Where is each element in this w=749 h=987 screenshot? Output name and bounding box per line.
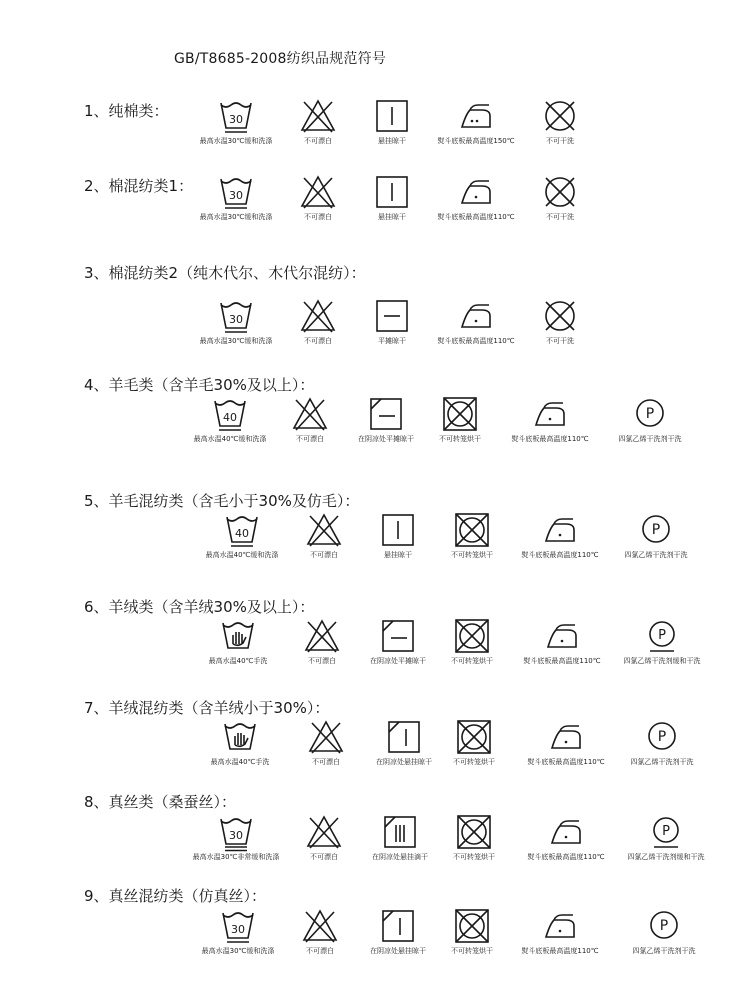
- care-symbol: [602, 616, 722, 666]
- care-symbol-caption: 不可转笼烘干: [439, 435, 481, 443]
- care-symbol-caption: 在阴凉处悬挂晾干: [376, 758, 432, 766]
- wash-30-icon: [216, 296, 256, 336]
- no-dry-clean-icon: [540, 296, 580, 336]
- care-symbol-caption: 不可漂白: [304, 337, 332, 345]
- care-symbol-caption: 不可干洗: [546, 213, 574, 221]
- care-symbol: [606, 812, 726, 862]
- svg-text:P: P: [662, 824, 670, 839]
- care-symbol-caption: 不可转笼烘干: [453, 853, 495, 861]
- care-symbol-caption: 熨斗底板最高温度110℃: [521, 551, 599, 559]
- care-symbol: [500, 296, 620, 346]
- care-symbol-caption: 熨斗底板最高温度110℃: [523, 657, 601, 665]
- care-symbol-caption: 不可转笼烘干: [453, 758, 495, 766]
- iron-110-icon: [540, 906, 580, 946]
- care-symbol-caption: 不可漂白: [310, 853, 338, 861]
- iron-110-icon: [456, 172, 496, 212]
- care-symbol-caption: 不可漂白: [308, 657, 336, 665]
- care-symbol-caption: 不可漂白: [306, 947, 334, 955]
- flat-dry-icon: [372, 296, 412, 336]
- no-tumble-dry-icon: [452, 616, 492, 656]
- category-label: 3、棉混纺类2（纯木代尔、木代尔混纺）：: [84, 264, 366, 282]
- dry-clean-p-icon: [630, 394, 670, 434]
- care-symbol-caption: 四氯乙烯干洗剂缓和干洗: [627, 853, 705, 861]
- care-symbol-caption: 悬挂晾干: [378, 137, 406, 145]
- care-symbol-caption: 最高水温30℃非常缓和洗涤: [192, 853, 280, 861]
- care-symbol: [604, 906, 724, 956]
- iron-110-icon: [546, 812, 586, 852]
- dry-clean-p-icon: [642, 717, 682, 757]
- care-symbol: [500, 906, 620, 956]
- care-symbol-caption: 熨斗底板最高温度110℃: [527, 758, 605, 766]
- no-bleach-icon: [306, 717, 346, 757]
- category-label: 7、羊绒混纺类（含羊绒小于30%）：: [84, 699, 330, 717]
- dry-clean-p-icon: [644, 906, 684, 946]
- care-symbol-caption: 最高水温30℃缓和洗涤: [199, 213, 273, 221]
- care-symbol-caption: 四氯乙烯干洗剂缓和干洗: [623, 657, 701, 665]
- wash-30-icon: [216, 96, 256, 136]
- no-dry-clean-icon: [540, 172, 580, 212]
- category-label: 6、羊绒类（含羊绒30%及以上）：: [84, 598, 315, 616]
- line-dry-icon: [372, 172, 412, 212]
- category-label: 4、羊毛类（含羊毛30%及以上）：: [84, 376, 315, 394]
- category-label: 5、羊毛混纺类（含毛小于30%及仿毛）：: [84, 492, 360, 510]
- care-symbol-caption: 熨斗底板最高温度110℃: [511, 435, 589, 443]
- care-symbol-caption: 熨斗底板最高温度110℃: [437, 337, 515, 345]
- wash-30-icon: [216, 172, 256, 212]
- care-symbol-caption: 不可转笼烘干: [451, 551, 493, 559]
- care-symbol-caption: 在阴凉处平摊晾干: [370, 657, 426, 665]
- care-symbol-caption: 不可漂白: [296, 435, 324, 443]
- care-symbol-caption: 四氯乙烯干洗剂干洗: [632, 947, 696, 955]
- dry-clean-p-gentle-icon: [646, 812, 686, 852]
- care-symbol: [590, 394, 710, 444]
- care-symbol-caption: 在阴凉处悬挂晾干: [370, 947, 426, 955]
- category-label: 8、真丝类（桑蚕丝）：: [84, 793, 237, 811]
- iron-110-icon: [456, 296, 496, 336]
- category-label: 9、真丝混纺类（仿真丝）：: [84, 887, 267, 905]
- line-dry-icon: [372, 96, 412, 136]
- care-symbol-caption: 最高水温30℃缓和洗涤: [199, 337, 273, 345]
- iron-110-icon: [530, 394, 570, 434]
- care-symbol-caption: 最高水温30℃缓和洗涤: [199, 137, 273, 145]
- care-symbol-caption: 不可转笼烘干: [451, 947, 493, 955]
- care-symbol-caption: 四氯乙烯干洗剂干洗: [630, 758, 694, 766]
- category-label: 1、纯棉类：: [84, 102, 169, 120]
- iron-110-icon: [540, 510, 580, 550]
- no-bleach-icon: [304, 812, 344, 852]
- care-symbol-caption: 熨斗底板最高温度110℃: [521, 947, 599, 955]
- dry-clean-p-gentle-icon: [642, 616, 682, 656]
- care-symbol-caption: 不可漂白: [304, 213, 332, 221]
- care-symbol-caption: 最高水温30℃缓和洗涤: [201, 947, 275, 955]
- svg-text:30: 30: [229, 113, 243, 126]
- svg-text:40: 40: [223, 411, 237, 424]
- svg-text:P: P: [658, 628, 666, 643]
- care-symbol-caption: 悬挂晾干: [378, 213, 406, 221]
- page-title: GB/T8685-2008纺织品规范符号: [174, 51, 387, 67]
- care-symbol: [596, 510, 716, 560]
- no-dry-clean-icon: [540, 96, 580, 136]
- care-symbol-caption: 最高水温40℃手洗: [210, 758, 270, 766]
- no-bleach-icon: [300, 906, 340, 946]
- iron-150-icon: [456, 96, 496, 136]
- hand-wash-icon: [218, 616, 258, 656]
- care-symbol: [500, 172, 620, 222]
- care-symbol-caption: 最高水温40℃缓和洗涤: [193, 435, 267, 443]
- care-symbol-caption: 熨斗底板最高温度110℃: [527, 853, 605, 861]
- care-symbol-caption: 最高水温40℃手洗: [208, 657, 268, 665]
- svg-text:P: P: [651, 522, 661, 538]
- wash-40-icon: [222, 510, 262, 550]
- care-symbol-caption: 悬挂晾干: [384, 551, 412, 559]
- dry-clean-p-icon: [636, 510, 676, 550]
- svg-text:40: 40: [235, 527, 249, 540]
- no-tumble-dry-icon: [454, 717, 494, 757]
- category-label: 2、棉混纺类1：: [84, 177, 194, 195]
- care-symbol-caption: 在阴凉处悬挂滴干: [372, 853, 428, 861]
- care-symbol-caption: 四氯乙烯干洗剂干洗: [624, 551, 688, 559]
- care-symbol-caption: 熨斗底板最高温度110℃: [437, 213, 515, 221]
- care-symbol-caption: 不可漂白: [310, 551, 338, 559]
- no-tumble-dry-icon: [454, 812, 494, 852]
- no-tumble-dry-icon: [452, 906, 492, 946]
- care-symbol-caption: 熨斗底板最高温度150℃: [437, 137, 515, 145]
- care-symbol-caption: 四氯乙烯干洗剂干洗: [618, 435, 682, 443]
- iron-110-icon: [542, 616, 582, 656]
- svg-text:P: P: [645, 406, 655, 422]
- svg-text:30: 30: [229, 189, 243, 202]
- care-symbol-caption: 在阴凉处平摊晾干: [358, 435, 414, 443]
- svg-text:30: 30: [229, 313, 243, 326]
- care-symbol-caption: 不可干洗: [546, 337, 574, 345]
- svg-text:P: P: [659, 918, 669, 934]
- care-symbol-caption: 不可漂白: [304, 137, 332, 145]
- wash-30-icon: [218, 906, 258, 946]
- wash-30-very-gentle-icon: [216, 812, 256, 852]
- iron-110-icon: [546, 717, 586, 757]
- no-tumble-dry-icon: [440, 394, 480, 434]
- care-symbol-caption: 平摊晾干: [378, 337, 406, 345]
- care-symbol-caption: 不可漂白: [312, 758, 340, 766]
- care-symbol: [500, 96, 620, 146]
- care-symbol-caption: 不可转笼烘干: [451, 657, 493, 665]
- wash-40-icon: [210, 394, 250, 434]
- svg-text:30: 30: [231, 923, 245, 936]
- care-symbol-caption: 不可干洗: [546, 137, 574, 145]
- no-tumble-dry-icon: [452, 510, 492, 550]
- hand-wash-icon: [220, 717, 260, 757]
- svg-text:P: P: [657, 729, 667, 745]
- no-bleach-icon: [290, 394, 330, 434]
- care-symbol: [602, 717, 722, 767]
- no-bleach-icon: [302, 616, 342, 656]
- care-symbol-caption: 最高水温40℃缓和洗涤: [205, 551, 279, 559]
- svg-text:30: 30: [229, 829, 243, 842]
